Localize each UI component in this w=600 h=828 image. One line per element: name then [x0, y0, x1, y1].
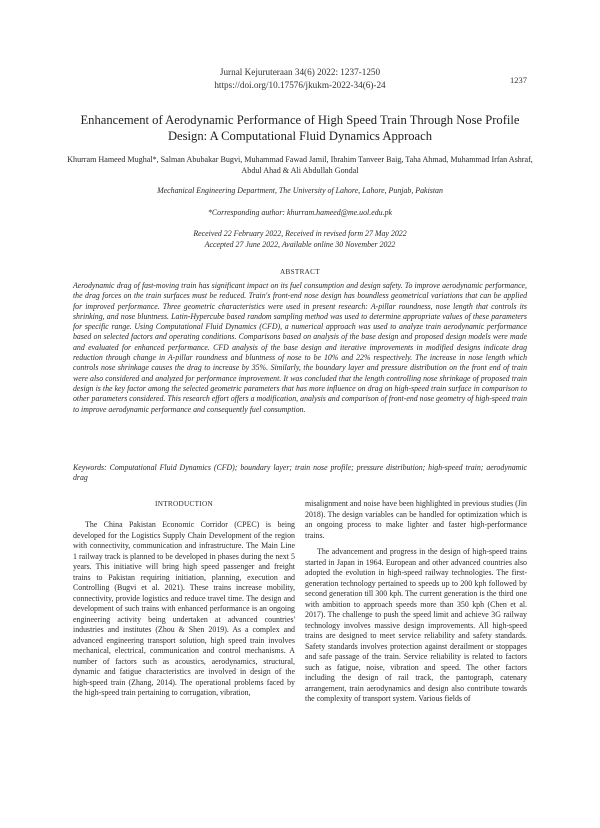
intro-paragraph-1: The China Pakistan Economic Corridor (CPEC) is being developed for the Logistics Supply Chain Development of the region with connectivity, communication and infrastructure. The Main Line 1 railway track is planned to be developed in phases during the next 5 years. This initiative will bring high speed passenger and freight trains to Pakistan requiring initiation, planning, execution and Controlling (Bugvi et al. 2021). These trains increase mobility, connectivity, provide logistics and reduce travel time. The design and development of such trains with enhanced performance is an ongoing engineering activity being undertaken at advanced countries' industries and institutes (Zhou & Shen 2019). As a complex and advanced engineering transport solution, high speed train involves mechanical, electrical, communication and control mechanisms. A number of factors such as acoustics, aerodynamics, structural, dynamic and fatigue characteristics are involved in design of the high-speed train (Zhang, 2014). The operational problems faced by the high-speed train pertaining to corrugation, vibration, [73, 520, 295, 697]
intro-paragraph-2: The advancement and progress in the design of high-speed trains started in Japan in 1964. European and other advanced countries also adopted the evolution in high-speed railway technologies. The first-generation technology pertained to speeds up to 200 kph followed by second generation till 300 kph. The current generation is the third one with ambition to approach speeds more than 350 kph (Chen et al. 2017). The challenge to push the speed limit and achieve 3G railway technology involves massive design improvements. All high-speed trains are designed to meet service reliability and safety standards. Safety standards involves protection against derailment or stoppages and safe passage of the train. Service reliability is related to factors such as fatigue, noise, vibration and speed. The other factors including the design of rail track, the pantograph, catenary arrangement, train aerodynamics and design also contribute towards the complexity of transport system. Various fields of [305, 547, 527, 703]
received-date: Received 22 February 2022, Received in revised form 27 May 2022 [193, 229, 407, 238]
corresponding-author: *Corresponding author: khurram.hameed@me.uol.edu.pk [207, 208, 393, 217]
affiliation: Mechanical Engineering Department, The University of Lahore, Lahore, Punjab, Pakistan [157, 186, 443, 195]
page-number: 1237 [510, 75, 527, 85]
accepted-date: Accepted 27 June 2022, Available online 30 November 2022 [204, 239, 396, 249]
journal-citation: Jurnal Kejuruteraan 34(6) 2022: 1237-1250 [219, 67, 381, 77]
introduction-heading: INTRODUCTION [155, 500, 213, 508]
submission-dates [60, 229, 540, 250]
paper-title: Enhancement of Aerodynamic Performance of High Speed Train Through Nose Profile Design: A Computational Fluid Dynamics Approach [80, 113, 520, 143]
keywords: Keywords: Computational Fluid Dynamics (CFD); boundary layer; train nose profile; pressure distribution; high-speed train; aerodynamic drag [73, 463, 527, 483]
intro-paragraph-continued: misalignment and noise have been highlighted in previous studies (Jin 2018). The design variables can be handled for optimization which is an ongoing process to make lighter and faster high-performance trains. [305, 499, 527, 540]
abstract-heading: ABSTRACT [280, 268, 320, 276]
left-column [73, 520, 295, 699]
abstract-text: Aerodynamic drag of fast-moving train has significant impact on its fuel consumption and design safety. To improve aerodynamic performance, the drag forces on the train surfaces must be reduced. Train's front-end nose design has boundless geometrical variations that can be applied for improved performance. Three geometric characteristics were used in present research: A-pillar roundness, nose length that controls its shrinking, and nose bluntness. Latin-Hypercube based random sampling method was used to determine appropriate values of these parameters for specific range. Using Computational Fluid Dynamics (CFD), a numerical approach was used to analyze train aerodynamic performance based on selected factors and operating conditions. Comparisons based on analysis of the base design and proposed design models were made and evaluated for enhanced performance. CFD analysis of the base design and iterative improvements in modified designs indicate drag reduction through change in A-pillar roundness and bluntness of nose to be 10% and 22% respectively. The increase in nose length which controls nose shrinkage causes the drag to increase by 35%. Similarly, the boundary layer and pressure distribution on the front end of train were also considered and analyzed for performance improvement. It was concluded that the length controlling nose shrinkage of proposed train design is the key factor among the selected geometric parameters that has more influence on drag on high-speed train surface in comparison to other parameters considered. This research effort offers a modification, analysis and comparison of front-end nose geometry of high-speed train to improve aerodynamic performance and consequently fuel consumption. [73, 281, 527, 414]
doi-link[interactable]: https://doi.org/10.17576/jkukm-2022-34(6)-24 [214, 79, 386, 90]
right-column [305, 499, 527, 705]
author-list: Khurram Hameed Mughal*, Salman Abubakar Bugvi, Muhammad Fawad Jamil, Ibrahim Tanveer Baig, Taha Ahmad, Muhammad Irfan Ashraf, Abdul Ahad & Ali Abdullah Gondal [67, 155, 533, 175]
